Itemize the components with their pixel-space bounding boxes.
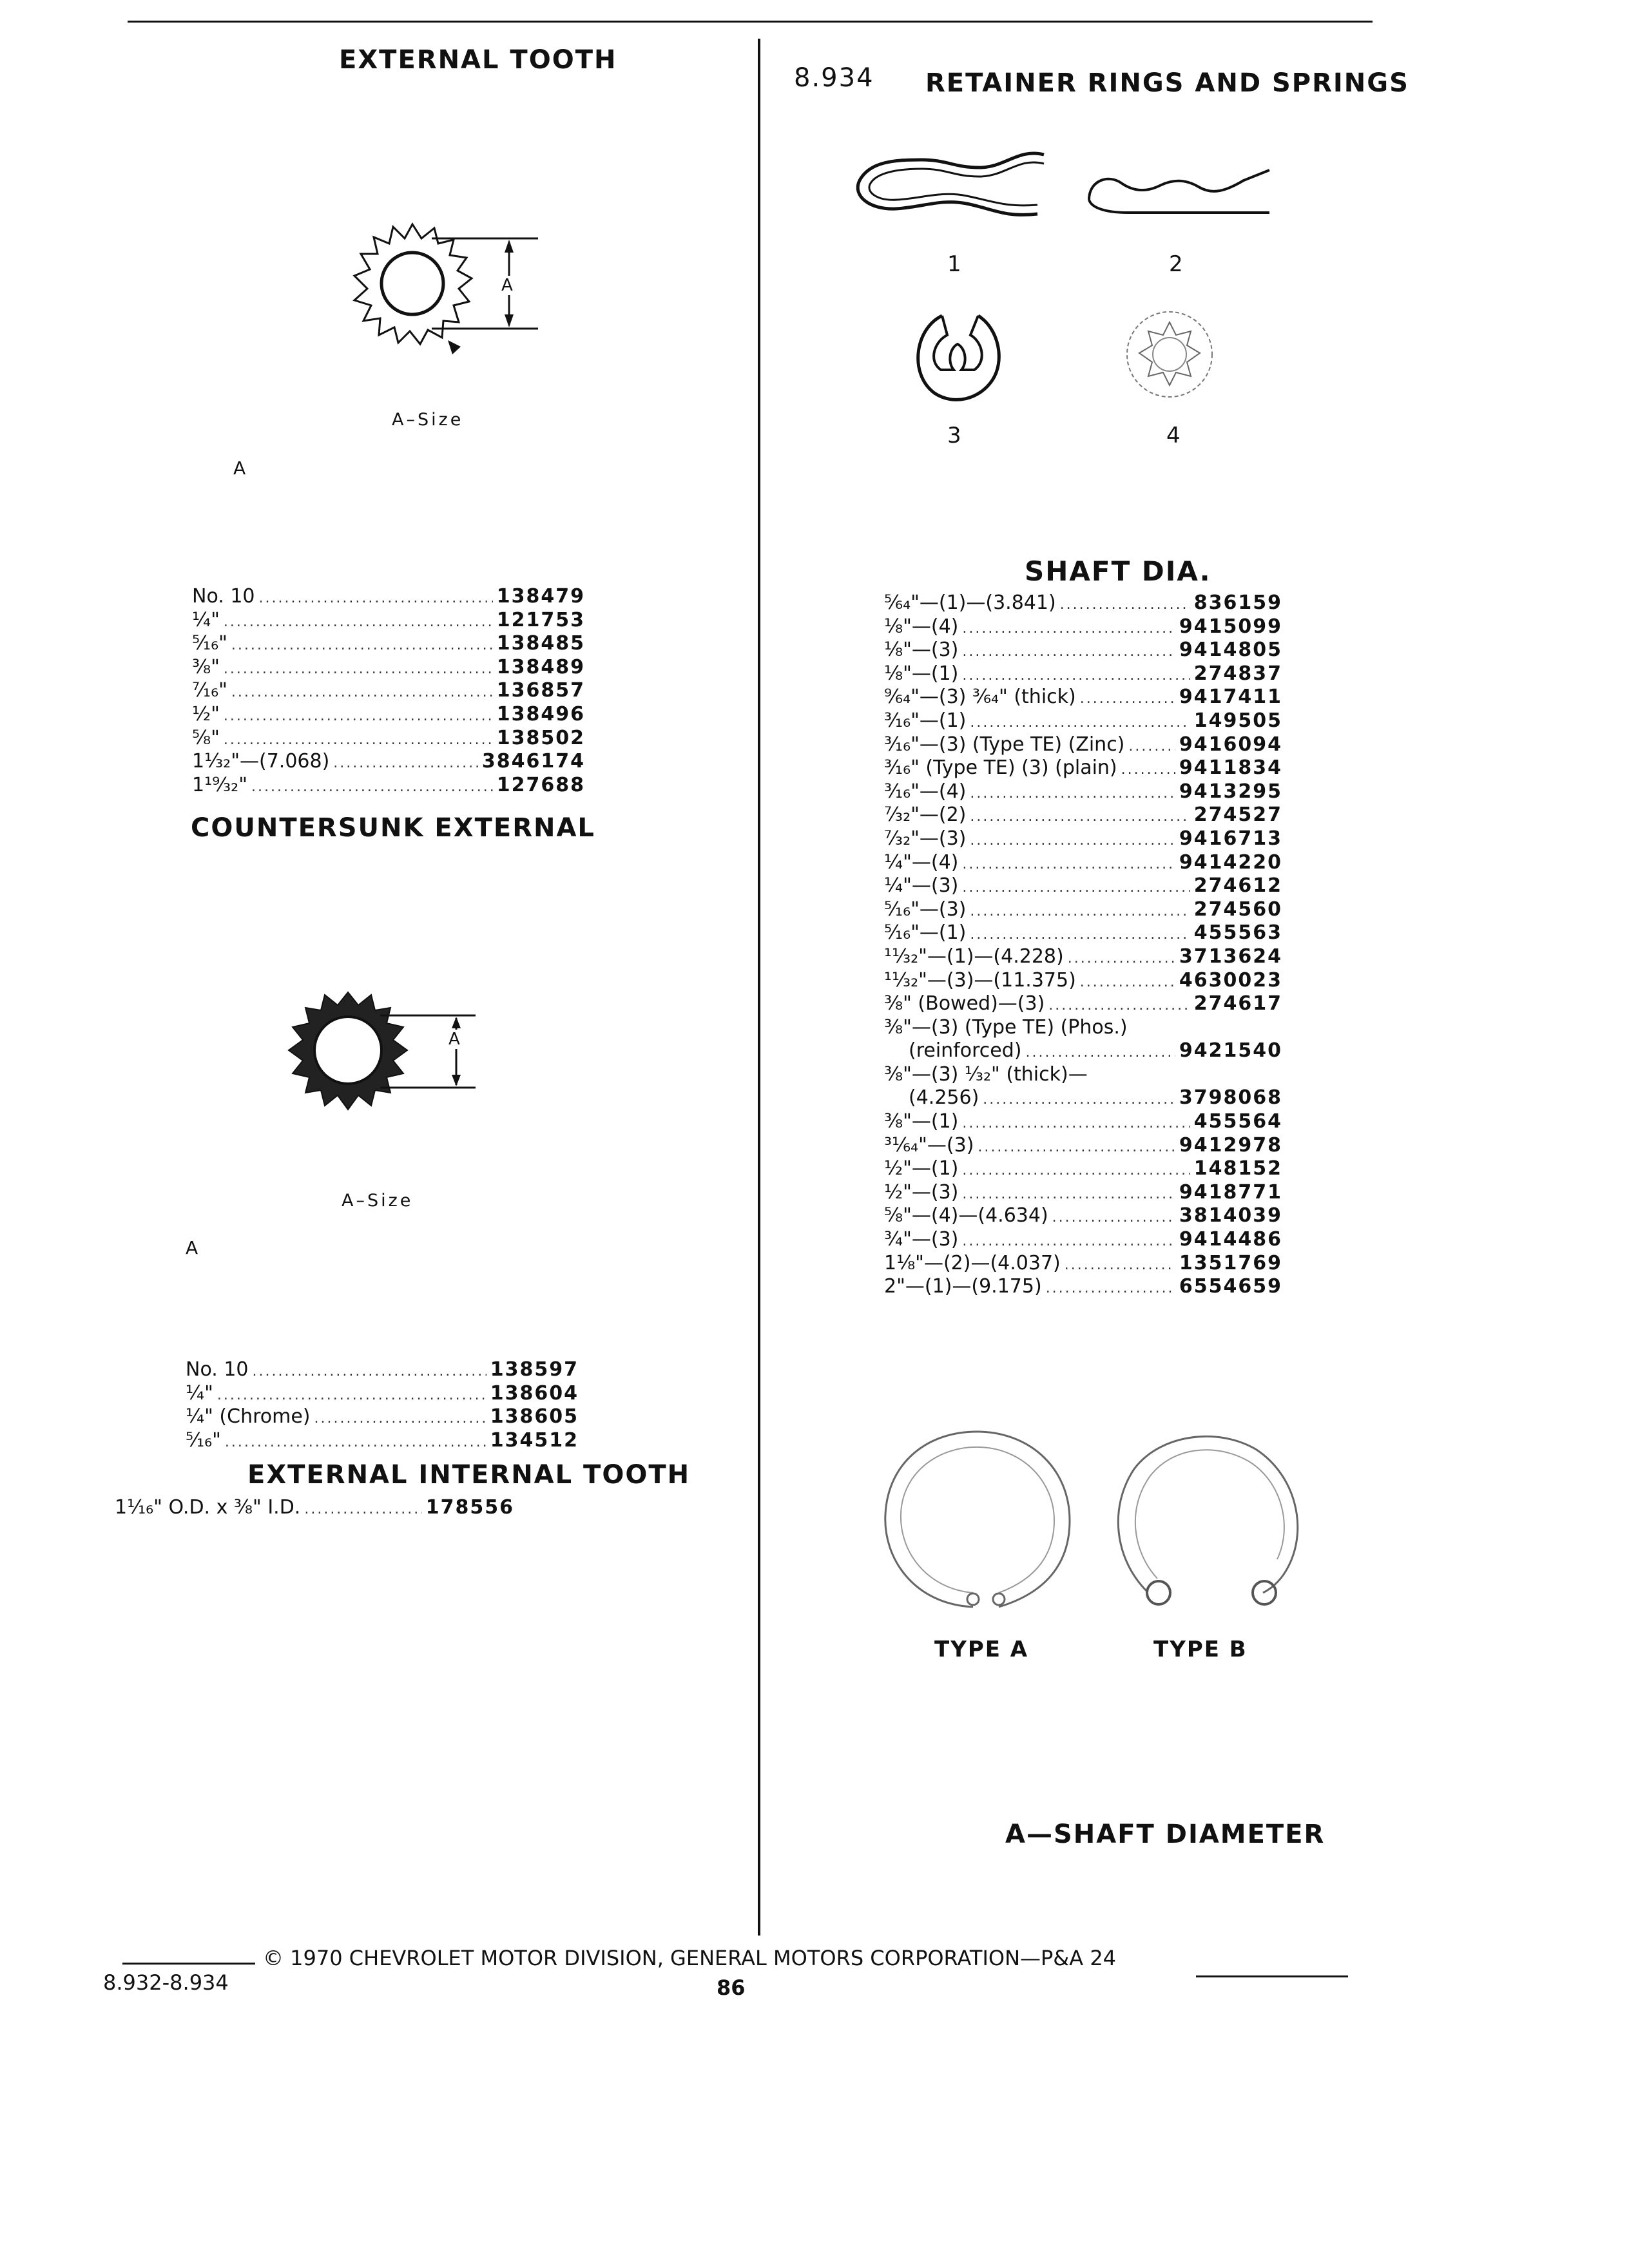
list-item [884, 639, 1282, 662]
item-size-label: ³⁄₁₆"—(3) (Type TE) (Zinc) [884, 733, 1125, 756]
part-number: 9421540 [1179, 1039, 1282, 1062]
item-size-label: ³¹⁄₆₄"—(3) [884, 1133, 974, 1157]
external-tooth-washer-figure [322, 206, 554, 361]
countersunk-caption: A–Size [342, 1191, 414, 1211]
part-number: 134512 [490, 1428, 579, 1452]
list-item [884, 780, 1282, 804]
figure-label-4: 4 [1166, 423, 1181, 448]
item-size-label: ¹¹⁄₃₂"—(1)—(4.228) [884, 945, 1064, 968]
item-size-label: No. 10 [192, 585, 255, 608]
countersunk-dim-letter: A [448, 1030, 460, 1049]
list-item [884, 662, 1282, 686]
leader-dots [978, 1136, 1175, 1160]
item-size-label: ⁷⁄₁₆" [192, 679, 227, 702]
list-item [884, 898, 1282, 922]
leader-dots [962, 640, 1175, 664]
item-size-label: No. 10 [186, 1358, 249, 1381]
part-number: 138479 [496, 585, 585, 608]
part-number: 138605 [490, 1405, 579, 1428]
leader-dots [1068, 947, 1175, 971]
copyright-line: © 1970 CHEVROLET MOTOR DIVISION, GENERAL MOTORS CORPORATION—P&A 24 [263, 1946, 1117, 1970]
item-size-label: ½"—(1) [884, 1157, 959, 1180]
leader-dots [224, 611, 493, 635]
leader-dots [1128, 735, 1175, 759]
external-tooth-dim-letter: A [501, 276, 513, 295]
item-size-label: ⅜" [192, 655, 220, 678]
list-item [884, 874, 1282, 898]
part-number: 9416713 [1179, 827, 1282, 850]
list-item [192, 727, 585, 751]
countersunk-external-heading: COUNTERSUNK EXTERNAL [191, 813, 595, 843]
list-item [192, 703, 585, 727]
leader-dots [970, 900, 1190, 924]
list-item [884, 803, 1282, 827]
part-number: 148152 [1193, 1157, 1282, 1180]
leader-dots [251, 776, 493, 800]
leader-dots [225, 1431, 487, 1455]
list-item [186, 1405, 579, 1429]
list-item [192, 750, 585, 774]
list-item [186, 1358, 579, 1382]
part-number: 149505 [1193, 709, 1282, 732]
leader-dots [231, 634, 493, 658]
leader-dots [962, 1230, 1175, 1254]
part-number: 274560 [1193, 898, 1282, 921]
part-number: 121753 [496, 608, 585, 631]
leader-dots [962, 617, 1175, 641]
leader-dots [1048, 994, 1190, 1018]
section-range: 8.932-8.934 [103, 1970, 229, 1995]
list-item [115, 1496, 514, 1520]
leader-dots [253, 1360, 487, 1384]
part-number: 138597 [490, 1358, 579, 1381]
leader-dots [224, 729, 493, 753]
figure-label-2: 2 [1169, 251, 1183, 277]
list-item [192, 774, 585, 798]
part-number: 3798068 [1179, 1086, 1282, 1110]
list-item [884, 969, 1282, 993]
part-number: 127688 [496, 773, 585, 796]
leader-dots [962, 1159, 1190, 1183]
figure-label-3: 3 [947, 423, 961, 448]
part-number: 138485 [496, 632, 585, 655]
part-number: 136857 [496, 679, 585, 702]
shaft-dia-heading: SHAFT DIA. [1025, 555, 1211, 587]
item-size-label: ¼" [186, 1381, 213, 1405]
type-a-label: TYPE A [934, 1637, 1029, 1662]
list-item [192, 609, 585, 633]
figure-label-1: 1 [947, 251, 961, 277]
item-size-label: ⅜"—(3) (Type TE) (Phos.) [884, 1015, 1128, 1039]
list-item [884, 591, 1282, 615]
part-number: 274617 [1193, 992, 1282, 1015]
leader-dots [1080, 687, 1175, 711]
leader-dots [970, 711, 1190, 735]
item-size-label: ⁵⁄₁₆"—(3) [884, 898, 967, 921]
part-number: 9418771 [1179, 1180, 1282, 1204]
external-internal-tooth-parts-list [115, 1496, 514, 1520]
list-item [884, 851, 1282, 875]
part-number: 9414220 [1179, 850, 1282, 874]
list-item [884, 1275, 1282, 1299]
list-item [186, 1429, 579, 1453]
leader-dots [970, 782, 1175, 806]
type-b-label: TYPE B [1153, 1637, 1248, 1662]
part-number: 455563 [1193, 921, 1282, 945]
list-item [884, 1110, 1282, 1134]
external-tooth-caption: A–Size [392, 410, 464, 430]
part-number: 836159 [1193, 591, 1282, 614]
part-number: 6554659 [1179, 1275, 1282, 1298]
item-size-label: ⁷⁄₃₂"—(2) [884, 803, 967, 827]
part-number: 9416094 [1179, 733, 1282, 756]
leader-dots [970, 829, 1175, 853]
countersunk-key: A [186, 1237, 198, 1258]
item-size-label: ⅛"—(4) [884, 615, 959, 638]
list-item [884, 1016, 1282, 1040]
item-size-label: 1¹⁄₁₆" O.D. x ⅜" I.D. [115, 1496, 301, 1519]
external-internal-tooth-heading: EXTERNAL INTERNAL TOOTH [247, 1460, 691, 1490]
part-number: 274612 [1193, 874, 1282, 898]
item-size-label: ⁵⁄₁₆" [186, 1428, 221, 1452]
e-clip-figure [902, 303, 1018, 412]
item-size-label: (4.256) [909, 1086, 979, 1110]
part-number: 138489 [496, 655, 585, 678]
item-size-label: ⅜"—(3) ¹⁄₃₂" (thick)— [884, 1062, 1088, 1086]
list-item [884, 1204, 1282, 1228]
leader-dots [1046, 1277, 1175, 1301]
item-size-label: 1⅓₂"—(7.068) [192, 750, 330, 773]
part-number: 274837 [1193, 662, 1282, 685]
item-size-label: ³⁄₁₆" (Type TE) (3) (plain) [884, 756, 1117, 780]
list-item [192, 585, 585, 609]
item-size-label: ¼"—(4) [884, 850, 959, 874]
part-number: 3713624 [1179, 945, 1282, 968]
list-item [884, 1228, 1282, 1252]
list-item [884, 1039, 1282, 1063]
list-item [192, 656, 585, 680]
item-size-label: ⁹⁄₆₄"—(3) ³⁄₆₄" (thick) [884, 686, 1076, 709]
leader-dots [1065, 1254, 1175, 1278]
part-number: 455564 [1193, 1110, 1282, 1133]
item-size-label: ½"—(3) [884, 1180, 959, 1204]
leader-dots [1025, 1041, 1175, 1065]
type-b-ring-figure [1102, 1424, 1315, 1617]
countersunk-washer-figure [296, 986, 490, 1134]
item-size-label: ½" [192, 702, 220, 726]
list-item [884, 1157, 1282, 1181]
leader-dots [1052, 1206, 1175, 1230]
leader-dots [259, 587, 493, 611]
item-size-label: 2"—(1)—(9.175) [884, 1275, 1042, 1298]
leader-dots [962, 876, 1190, 900]
item-size-label: ⁵⁄₁₆" [192, 632, 227, 655]
leader-dots [224, 658, 493, 682]
list-item [884, 733, 1282, 757]
list-item [884, 827, 1282, 851]
part-number: 9411834 [1179, 756, 1282, 780]
item-size-label: ¾"—(3) [884, 1228, 959, 1251]
list-item [884, 1134, 1282, 1158]
shaft-diameter-note: A—SHAFT DIAMETER [1005, 1820, 1325, 1849]
shaft-diameter-parts-list [884, 591, 1282, 1299]
item-size-label: ⁵⁄₁₆"—(1) [884, 921, 967, 945]
part-number: 9414805 [1179, 639, 1282, 662]
leader-dots [962, 853, 1175, 877]
list-item [884, 945, 1282, 969]
leader-dots [333, 752, 478, 776]
item-size-label: ¹¹⁄₃₂"—(3)—(11.375) [884, 968, 1076, 992]
list-item [884, 1252, 1282, 1276]
list-item [884, 686, 1282, 709]
leader-dots [970, 805, 1190, 829]
item-size-label: ¼"—(3) [884, 874, 959, 898]
part-number: 274527 [1193, 803, 1282, 827]
part-number: 3814039 [1179, 1204, 1282, 1227]
part-number: 9412978 [1179, 1133, 1282, 1157]
list-item [192, 679, 585, 703]
external-tooth-parts-list [192, 585, 585, 797]
part-number: 4630023 [1179, 968, 1282, 992]
type-a-ring-figure [876, 1424, 1083, 1617]
leader-dots [1060, 593, 1190, 617]
item-size-label: ⁵⁄₆₄"—(1)—(3.841) [884, 591, 1056, 614]
part-number: 1351769 [1179, 1251, 1282, 1274]
part-number: 3846174 [481, 750, 585, 773]
external-tooth-key: A [233, 457, 246, 479]
part-number: 9414486 [1179, 1228, 1282, 1251]
section-number: 8.934 [794, 63, 874, 93]
item-size-label: ⅝"—(4)—(4.634) [884, 1204, 1048, 1227]
leader-dots [962, 664, 1190, 688]
list-item [884, 1086, 1282, 1110]
part-number: 178556 [425, 1496, 514, 1519]
part-number: 9415099 [1179, 615, 1282, 638]
item-size-label: ³⁄₁₆"—(1) [884, 709, 967, 732]
item-size-label: ⅛"—(3) [884, 639, 959, 662]
item-size-label: ⅛"—(1) [884, 662, 959, 685]
part-number: 138502 [496, 726, 585, 749]
leader-dots [962, 1112, 1190, 1136]
footer-rule-right [1196, 1975, 1348, 1977]
item-size-label: ⅝" [192, 726, 220, 749]
list-item [192, 632, 585, 656]
leader-dots [314, 1407, 487, 1431]
item-size-label: ⅜"—(1) [884, 1110, 959, 1133]
list-item [884, 709, 1282, 733]
list-item [884, 1181, 1282, 1205]
item-size-label: (reinforced) [909, 1039, 1022, 1062]
external-tooth-heading: EXTERNAL TOOTH [339, 45, 617, 75]
leader-dots [962, 1183, 1175, 1207]
footer-rule-left [122, 1963, 255, 1965]
list-item [186, 1382, 579, 1406]
list-item [884, 756, 1282, 780]
leader-dots [304, 1498, 421, 1522]
part-number: 9413295 [1179, 780, 1282, 803]
part-number: 9417411 [1179, 686, 1282, 709]
part-number: 138604 [490, 1381, 579, 1405]
leader-dots [231, 681, 493, 705]
leader-dots [983, 1088, 1175, 1112]
page-number: 86 [717, 1975, 746, 2000]
item-size-label: ⁷⁄₃₂"—(3) [884, 827, 967, 850]
leader-dots [224, 705, 493, 729]
list-item [884, 921, 1282, 945]
star-lock-figure [1115, 303, 1224, 406]
item-size-label: ³⁄₁₆"—(4) [884, 780, 967, 803]
list-item [884, 992, 1282, 1016]
leader-dots [1080, 971, 1175, 995]
column-divider [758, 39, 760, 1936]
top-rule [128, 21, 1373, 23]
leader-dots [1121, 758, 1175, 782]
item-size-label: 1¹⁹⁄₃₂" [192, 773, 248, 796]
item-size-label: ⅜" (Bowed)—(3) [884, 992, 1045, 1015]
item-size-label: 1⅛"—(2)—(4.037) [884, 1251, 1061, 1274]
countersunk-parts-list [186, 1358, 579, 1452]
leader-dots [970, 923, 1190, 947]
cotter-spring-figure [1083, 161, 1282, 226]
item-size-label: ¼" [192, 608, 220, 631]
hairpin-spring-figure [851, 142, 1063, 245]
list-item [884, 1063, 1282, 1087]
part-number: 138496 [496, 702, 585, 726]
list-item [884, 615, 1282, 639]
leader-dots [217, 1384, 487, 1408]
retainer-rings-heading: RETAINER RINGS AND SPRINGS [925, 68, 1409, 98]
item-size-label: ¼" (Chrome) [186, 1405, 311, 1428]
